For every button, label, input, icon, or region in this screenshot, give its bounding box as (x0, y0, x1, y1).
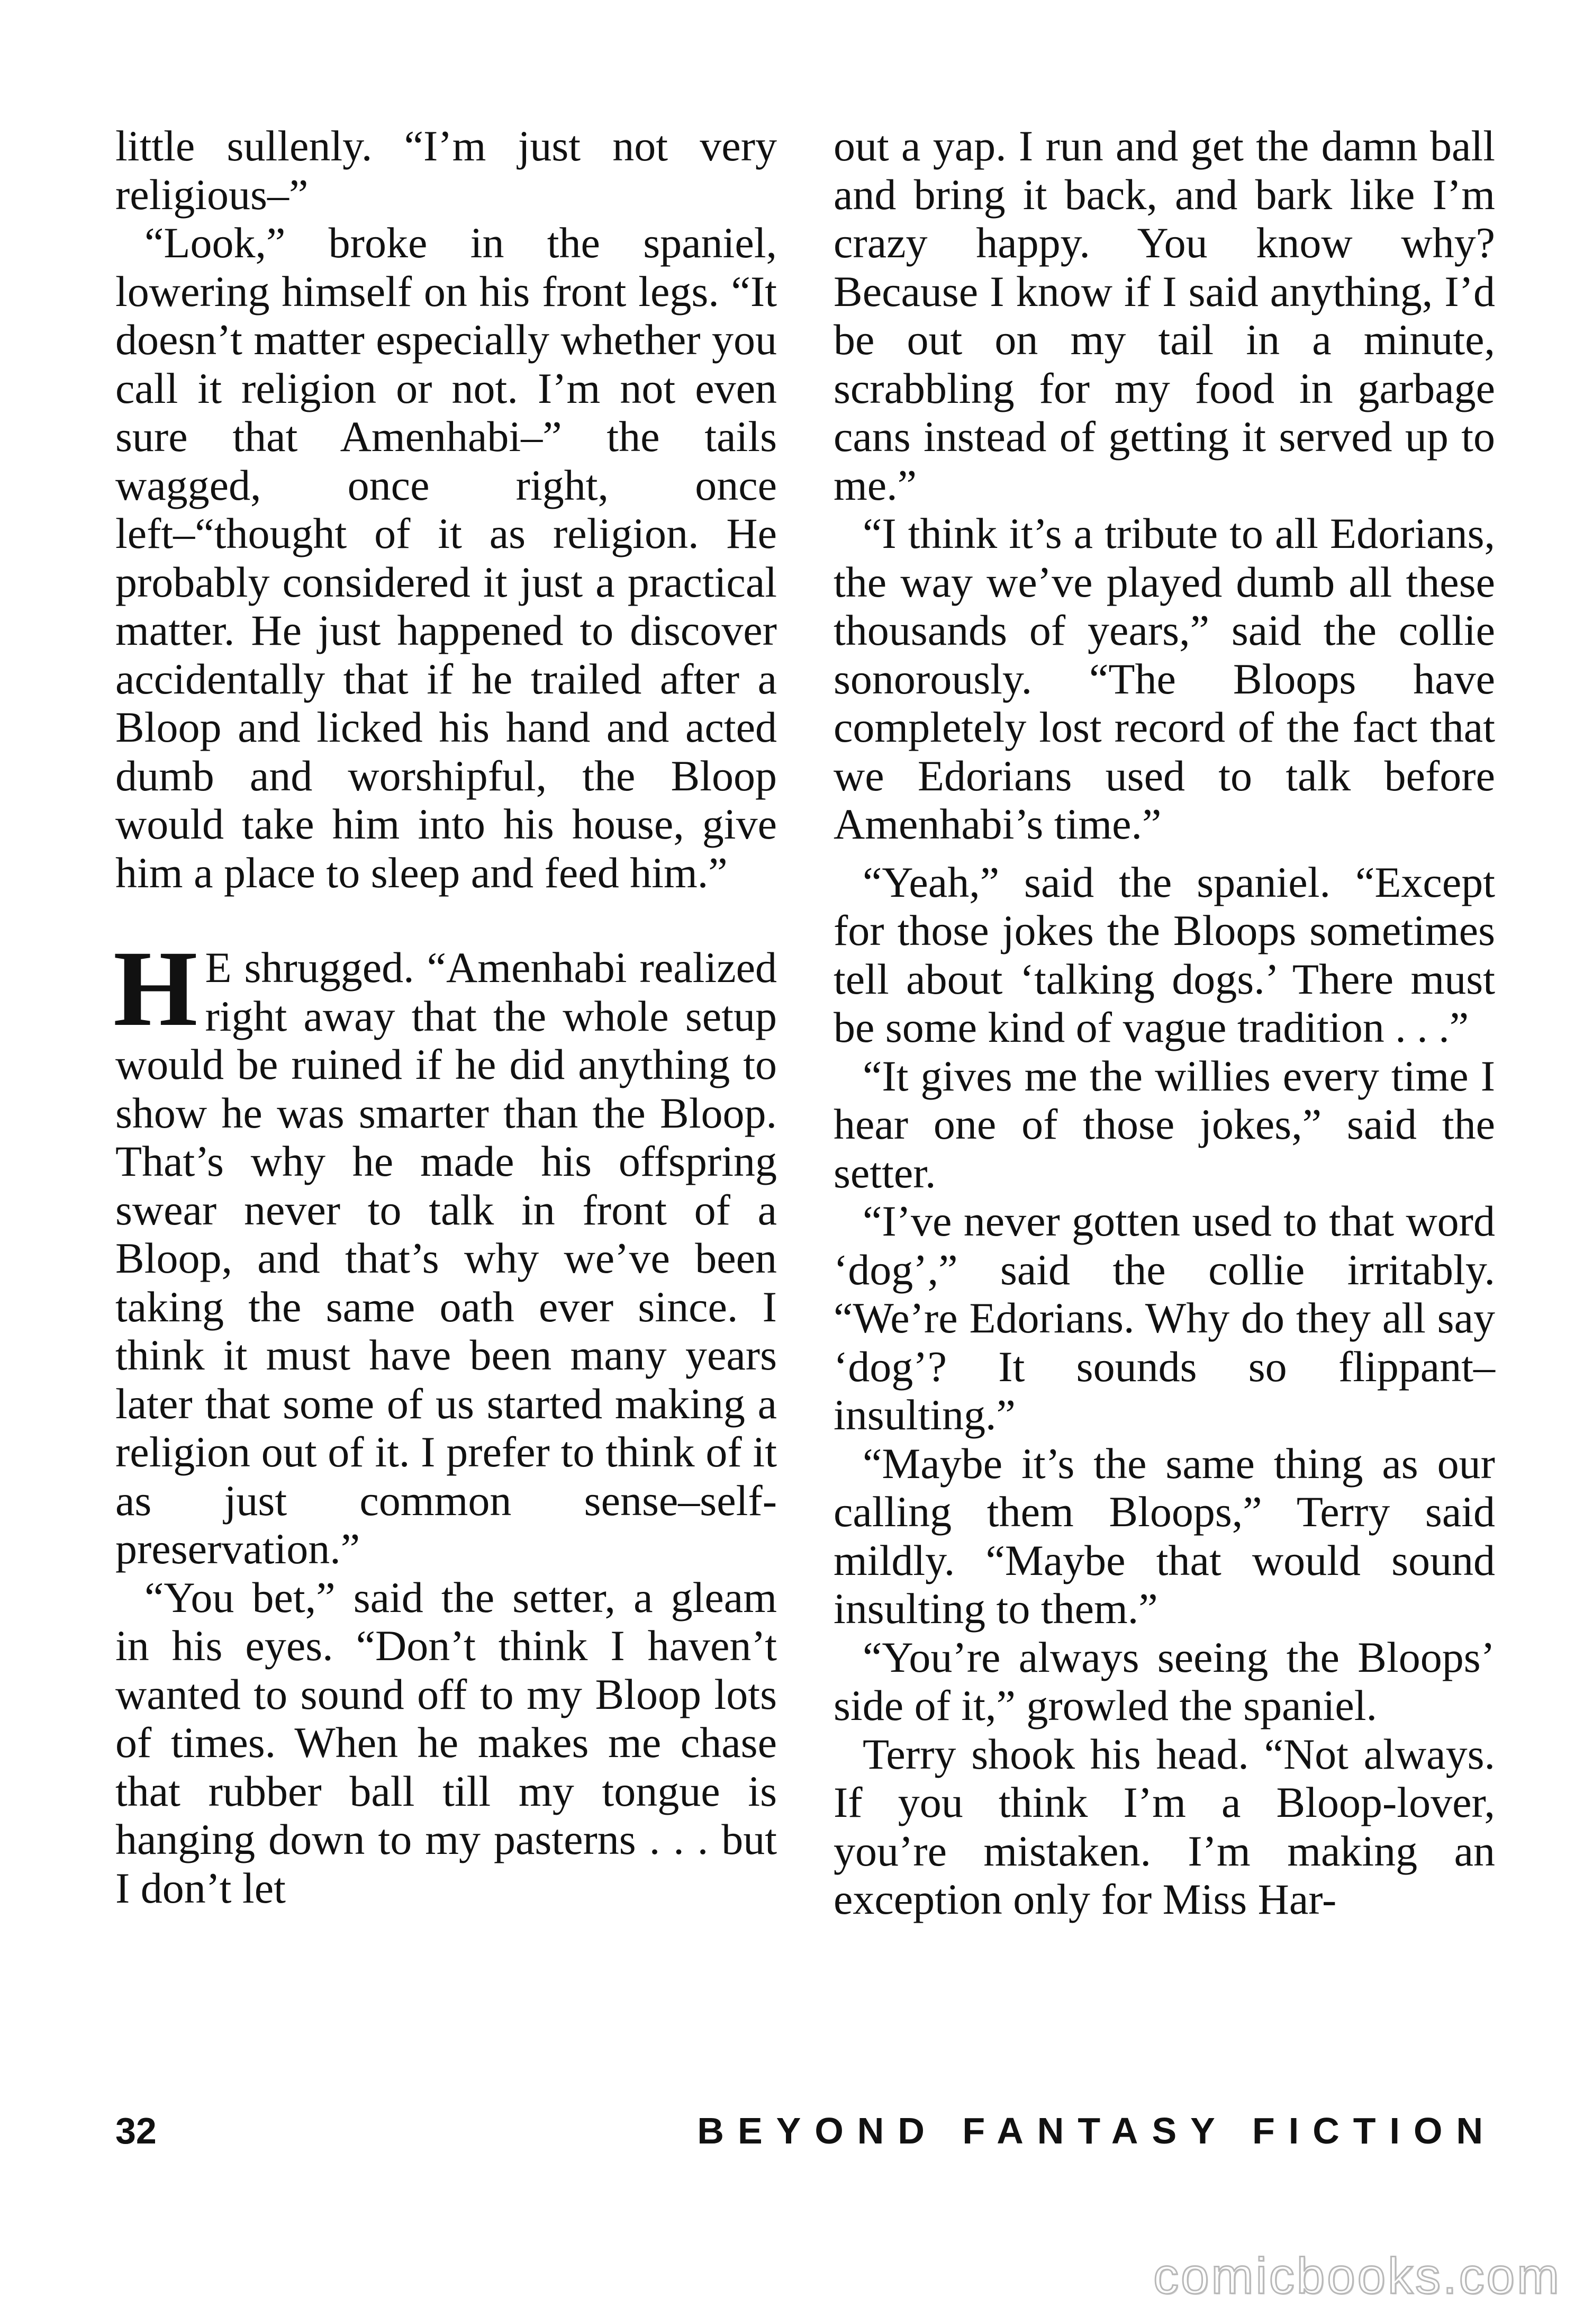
paragraph: “Look,” broke in the spaniel, lowering himself on his front legs. “It doesn’t matter especially whether you call it religion or not. I’m not even sure that Amenhabi–” the tails wagged, once right, once left–“thought of it as religion. He probably considered it just a practical matter. He just happened to discover accidentally that if he trailed after a Bloop and licked his hand and acted dumb and worshipful, the Bloop would take him into his house, give him a place to sleep and feed him.” (115, 219, 777, 897)
paragraph: “Yeah,” said the spaniel. “Except for those jokes the Bloops sometimes tell about ‘talking dogs.’ There must be some kind of vague tradition . . .” (834, 858, 1495, 1051)
page-footer (115, 2110, 1497, 2168)
paragraph: “You’re always seeing the Bloops’ side of it,” growled the spaniel. (834, 1633, 1495, 1730)
watermark-logo: comicbooks.com (1153, 2248, 1561, 2304)
paragraph: out a yap. I run and get the damn ball and bring it back, and bark like I’m crazy happy. You know why? Because I know if I said anything, I’d be out on my tail in a minute, scrabbling for my food in garbage cans instead of getting it served up to me.” (834, 122, 1495, 509)
left-column (115, 122, 777, 1912)
paragraph: Terry shook his head. “Not always. If you think I’m a Bloop-lover, you’re mistaken. I’m making an exception only for Miss Har- (834, 1730, 1495, 1923)
paragraph: “I think it’s a tribute to all Edorians, the way we’ve played dumb all these thousands of years,” said the collie sonorously. “The Bloops have completely lost record of the fact that we Edorians used to talk before Amenhabi’s time.” (834, 509, 1495, 848)
paragraph: “I’ve never gotten used to that word ‘dog’,” said the collie irritably. “We’re Edorians. Why do they all say ‘dog’? It sounds so flippant–insulting.” (834, 1197, 1495, 1439)
page-number: 32 (115, 2110, 157, 2151)
right-column (834, 122, 1495, 1924)
paragraph: “You bet,” said the setter, a gleam in his eyes. “Don’t think I haven’t wanted to sound off to my Bloop lots of times. When he makes me chase that rubber ball till my tongue is hanging down to my pasterns . . . but I don’t let (115, 1573, 777, 1912)
paragraph-with-dropcap (113, 929, 777, 1573)
paragraph-text: E shrugged. “Amenhabi realized right away that the whole setup would be ruined if he did anything to show he was smarter than the Bloop. That’s why he made his offspring swear never to talk in front of a Bloop, and that’s why we’ve been taking the same oath ever since. I think it must have been many years later that some of us started making a religion out of it. I prefer to think of it as just common sense–self-preservation.” (115, 943, 777, 1573)
paragraph: little sullenly. “I’m just not very religious–” (115, 122, 777, 219)
paragraph: “It gives me the willies every time I hear one of those jokes,” said the setter. (834, 1051, 1495, 1197)
drop-cap: H (113, 929, 198, 1049)
running-title: BEYOND FANTASY FICTION (697, 2110, 1497, 2151)
paragraph: “Maybe it’s the same thing as our calling them Bloops,” Terry said mildly. “Maybe that would sound insulting to them.” (834, 1439, 1495, 1633)
